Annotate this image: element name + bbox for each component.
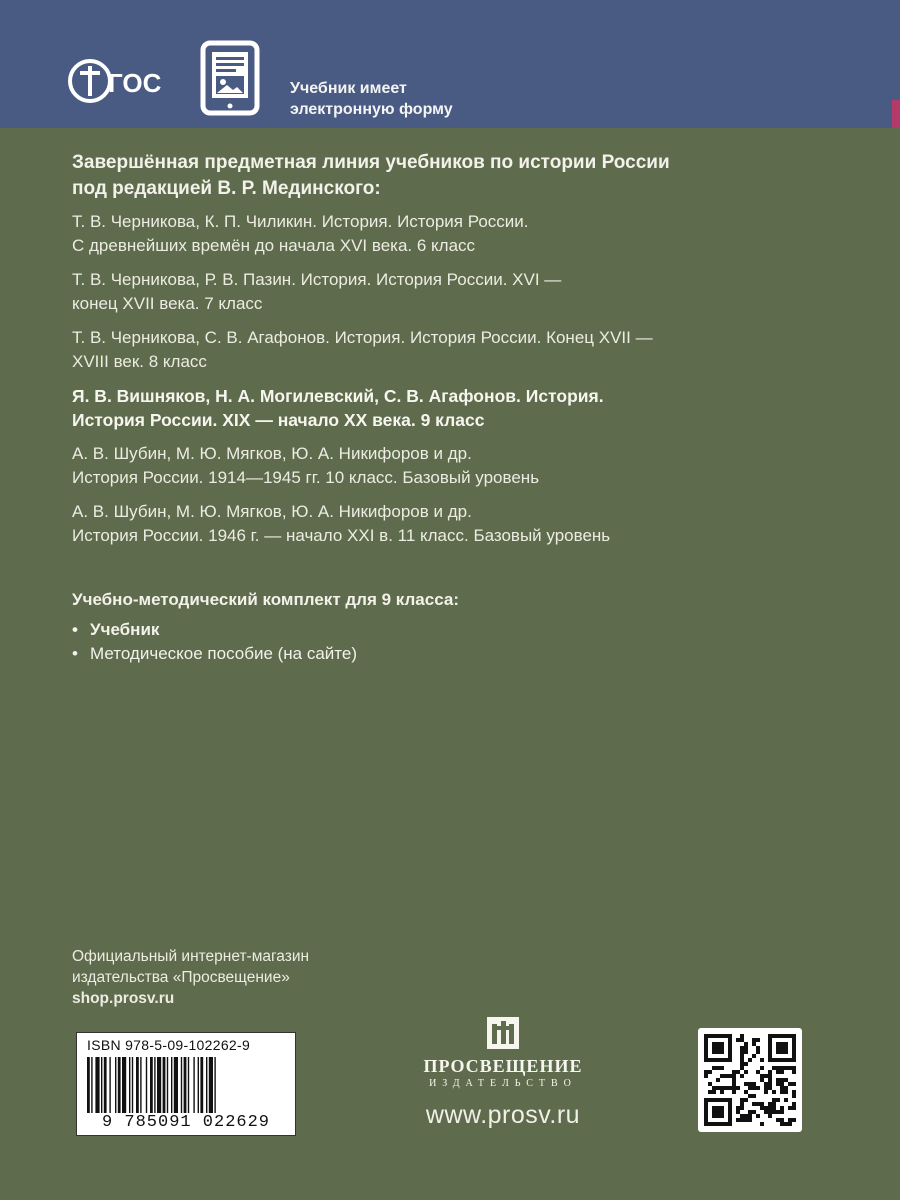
qr-module — [740, 1054, 744, 1058]
qr-module — [744, 1114, 748, 1118]
qr-module — [724, 1074, 728, 1078]
qr-module — [776, 1082, 780, 1086]
qr-module — [760, 1066, 764, 1070]
book-line: История России. 1946 г. — начало XXI в. 11 класс. Базовый уровень — [72, 526, 611, 545]
book-grade-7 — [72, 268, 852, 316]
barcode-bar — [150, 1057, 153, 1113]
qr-module — [784, 1090, 788, 1094]
qr-module — [756, 1114, 760, 1118]
qr-module — [736, 1070, 740, 1074]
barcode-bar — [188, 1057, 189, 1113]
shop-info — [72, 946, 309, 1009]
qr-module — [768, 1074, 772, 1078]
barcode-bar — [184, 1057, 187, 1113]
book-grade-8 — [72, 326, 852, 374]
qr-module — [744, 1070, 748, 1074]
qr-module — [756, 1046, 760, 1050]
book-line: Я. В. Вишняков, Н. А. Могилевский, С. В. Агафонов. История. — [72, 386, 604, 406]
qr-module — [732, 1090, 736, 1094]
qr-module — [740, 1058, 744, 1062]
kit-list — [72, 618, 852, 666]
qr-module — [712, 1106, 724, 1118]
qr-module — [784, 1098, 788, 1102]
qr-module — [708, 1070, 712, 1074]
qr-module — [752, 1038, 756, 1042]
fgos-logo-text: ГОС — [108, 68, 162, 98]
qr-module — [776, 1098, 780, 1102]
qr-module — [744, 1082, 748, 1086]
qr-module — [788, 1082, 792, 1086]
qr-module — [792, 1106, 796, 1110]
qr-module — [740, 1098, 744, 1102]
qr-module — [784, 1078, 788, 1082]
qr-module — [752, 1102, 756, 1106]
barcode-bar — [171, 1057, 172, 1113]
book-line: Т. В. Черникова, К. П. Чиликин. История. История России. — [72, 212, 529, 231]
qr-module — [768, 1082, 772, 1086]
isbn-barcode — [76, 1032, 296, 1136]
qr-module — [732, 1082, 736, 1086]
qr-module — [760, 1122, 764, 1126]
qr-module — [708, 1082, 712, 1086]
qr-module — [740, 1106, 744, 1110]
qr-module — [756, 1086, 760, 1090]
qr-module — [744, 1090, 748, 1094]
qr-module — [788, 1106, 792, 1110]
qr-module — [780, 1078, 784, 1082]
barcode-bar — [200, 1057, 203, 1113]
qr-module — [756, 1038, 760, 1042]
qr-module — [744, 1098, 748, 1102]
qr-module — [716, 1066, 720, 1070]
qr-module — [772, 1098, 776, 1102]
qr-module — [740, 1062, 744, 1066]
qr-module — [724, 1086, 728, 1090]
qr-module — [780, 1106, 784, 1110]
qr-module — [772, 1090, 776, 1094]
barcode-bar — [104, 1057, 107, 1113]
book-grade-10 — [72, 442, 852, 490]
publisher-subtitle: ИЗДАТЕЛЬСТВО — [429, 1078, 577, 1089]
publisher-name: ПРОСВЕЩЕНИЕ — [423, 1056, 583, 1076]
qr-module — [768, 1106, 772, 1110]
qr-module — [712, 1090, 716, 1094]
qr-module — [784, 1122, 788, 1126]
qr-module — [792, 1070, 796, 1074]
barcode-bars — [87, 1057, 285, 1113]
qr-module — [744, 1062, 748, 1066]
barcode-bar — [174, 1057, 178, 1113]
barcode-bar — [122, 1057, 126, 1113]
qr-module — [764, 1082, 768, 1086]
book-line: А. В. Шубин, М. Ю. Мягков, Ю. А. Никифоров и др. — [72, 444, 472, 463]
qr-module — [704, 1070, 708, 1074]
book-line: История России. XIX — начало XX века. 9 класс — [72, 410, 485, 430]
qr-module — [704, 1074, 708, 1078]
qr-module — [760, 1058, 764, 1062]
barcode-bar — [101, 1057, 102, 1113]
barcode-bar — [193, 1057, 194, 1113]
qr-module — [772, 1110, 776, 1114]
qr-module — [744, 1118, 748, 1122]
shop-line2: издательства «Просвещение» — [72, 969, 290, 986]
barcode-bar — [206, 1057, 207, 1113]
qr-module — [752, 1082, 756, 1086]
qr-module — [760, 1106, 764, 1110]
qr-module — [772, 1106, 776, 1110]
ean-number: 9 785091 022629 — [101, 1113, 271, 1132]
qr-module — [712, 1066, 716, 1070]
qr-code[interactable] — [698, 1028, 802, 1132]
barcode-bar — [115, 1057, 116, 1113]
qr-module — [748, 1086, 752, 1090]
qr-module — [792, 1082, 796, 1086]
qr-module — [740, 1034, 744, 1038]
qr-module — [776, 1066, 780, 1070]
book-grade-11 — [72, 500, 852, 548]
qr-module — [784, 1066, 788, 1070]
qr-module — [740, 1102, 744, 1106]
qr-module — [732, 1078, 736, 1082]
qr-module — [768, 1078, 772, 1082]
tablet-icon — [200, 40, 260, 116]
qr-module — [748, 1110, 752, 1114]
barcode-bar — [181, 1057, 182, 1113]
barcode-bar — [209, 1057, 213, 1113]
kit-item-methodical-guide: • Методическое пособие (на сайте) — [72, 642, 852, 666]
series-heading — [72, 150, 852, 202]
qr-module — [756, 1102, 760, 1106]
qr-module — [752, 1054, 756, 1058]
qr-module — [752, 1086, 756, 1090]
qr-module — [768, 1086, 772, 1090]
qr-module — [740, 1066, 744, 1070]
main-content — [72, 150, 852, 666]
barcode-bar — [118, 1057, 121, 1113]
barcode-bar — [167, 1057, 168, 1113]
qr-module — [744, 1042, 748, 1046]
qr-module — [732, 1086, 736, 1090]
qr-module — [792, 1066, 796, 1070]
qr-module — [708, 1090, 712, 1094]
qr-module — [764, 1106, 768, 1110]
shop-url-link[interactable]: shop.prosv.ru — [72, 990, 175, 1007]
kit-item-textbook: • Учебник — [72, 618, 852, 642]
qr-module — [788, 1122, 792, 1126]
eform-line2: электронную форму — [290, 101, 453, 118]
qr-module — [764, 1110, 768, 1114]
qr-module — [752, 1094, 756, 1098]
barcode-bar — [95, 1057, 99, 1113]
qr-module — [772, 1102, 776, 1106]
qr-module — [764, 1074, 768, 1078]
qr-module — [736, 1106, 740, 1110]
qr-module — [748, 1082, 752, 1086]
series-heading-line2: под редакцией В. Р. Мединского: — [72, 178, 381, 199]
qr-module — [780, 1086, 784, 1090]
qr-module — [776, 1042, 788, 1054]
eform-notice — [290, 78, 453, 120]
qr-module — [780, 1070, 784, 1074]
qr-module — [752, 1042, 756, 1046]
qr-module — [768, 1102, 772, 1106]
qr-module — [736, 1086, 740, 1090]
qr-module — [780, 1110, 784, 1114]
qr-module — [764, 1090, 768, 1094]
qr-module — [720, 1086, 724, 1090]
qr-module — [780, 1066, 784, 1070]
barcode-bar — [214, 1057, 215, 1113]
qr-module — [728, 1074, 732, 1078]
book-grade-9-current — [72, 384, 852, 432]
barcode-bar — [198, 1057, 199, 1113]
qr-module — [748, 1058, 752, 1062]
book-line: Т. В. Черникова, Р. В. Пазин. История. История России. XVI — — [72, 270, 562, 289]
series-heading-line1: Завершённая предметная линия учебников по истории России — [72, 152, 670, 173]
barcode-bar — [157, 1057, 161, 1113]
qr-module — [784, 1086, 788, 1090]
qr-module — [776, 1118, 780, 1122]
barcode-bar — [140, 1057, 141, 1113]
qr-module — [780, 1122, 784, 1126]
qr-module — [760, 1102, 764, 1106]
book-line: История России. 1914—1945 гг. 10 класс. Базовый уровень — [72, 468, 540, 487]
qr-module — [780, 1118, 784, 1122]
barcode-bar — [91, 1057, 92, 1113]
barcode-bar — [129, 1057, 130, 1113]
qr-module — [768, 1110, 772, 1114]
qr-module — [740, 1046, 744, 1050]
qr-module — [764, 1086, 768, 1090]
qr-module — [712, 1086, 716, 1090]
qr-module — [792, 1118, 796, 1122]
kit-heading: Учебно-методический комплект для 9 класса: — [72, 590, 459, 609]
qr-module — [740, 1038, 744, 1042]
qr-module — [768, 1070, 772, 1074]
publisher-logo-icon — [486, 1016, 520, 1050]
qr-module — [756, 1050, 760, 1054]
qr-module — [732, 1074, 736, 1078]
qr-module — [780, 1082, 784, 1086]
qr-module — [720, 1074, 724, 1078]
qr-module — [740, 1074, 744, 1078]
book-line: С древнейших времён до начала XVI века. 6 класс — [72, 236, 476, 255]
qr-module — [772, 1066, 776, 1070]
qr-module — [720, 1066, 724, 1070]
qr-module — [792, 1090, 796, 1094]
barcode-bar — [109, 1057, 110, 1113]
qr-module — [736, 1118, 740, 1122]
qr-module — [748, 1118, 752, 1122]
isbn-text: ISBN 978-5-09-102262-9 — [87, 1037, 251, 1053]
barcode-bar — [154, 1057, 155, 1113]
book-grade-6 — [72, 210, 852, 258]
qr-module — [752, 1110, 756, 1114]
barcode-bar — [87, 1057, 90, 1113]
qr-module — [728, 1086, 732, 1090]
qr-module — [748, 1114, 752, 1118]
qr-module — [760, 1074, 764, 1078]
qr-module — [720, 1090, 724, 1094]
barcode-bar — [146, 1057, 147, 1113]
qr-module — [744, 1046, 748, 1050]
qr-module — [788, 1066, 792, 1070]
qr-module — [776, 1070, 780, 1074]
eform-line1: Учебник имеет — [290, 80, 407, 97]
qr-module — [716, 1078, 720, 1082]
fgos-logo — [66, 56, 166, 106]
book-line: А. В. Шубин, М. Ю. Мягков, Ю. А. Никифоров и др. — [72, 502, 472, 521]
barcode-bar — [136, 1057, 139, 1113]
qr-module — [732, 1070, 736, 1074]
qr-module — [740, 1050, 744, 1054]
publisher-block — [396, 1016, 610, 1130]
book-line: XVIII век. 8 класс — [72, 352, 207, 371]
qr-code-pattern — [704, 1034, 796, 1126]
qr-module — [780, 1090, 784, 1094]
top-accent-stripe — [892, 100, 900, 128]
qr-module — [748, 1094, 752, 1098]
qr-module — [776, 1110, 780, 1114]
qr-module — [716, 1086, 720, 1090]
qr-module — [788, 1118, 792, 1122]
qr-module — [776, 1078, 780, 1082]
book-line: конец XVII века. 7 класс — [72, 294, 263, 313]
qr-module — [756, 1070, 760, 1074]
qr-module — [792, 1094, 796, 1098]
shop-line1: Официальный интернет-магазин — [72, 948, 310, 965]
qr-module — [768, 1114, 772, 1118]
qr-module — [736, 1038, 740, 1042]
publisher-url-link[interactable]: www.prosv.ru — [425, 1101, 581, 1129]
qr-module — [712, 1042, 724, 1054]
qr-module — [736, 1110, 740, 1114]
barcode-bar — [132, 1057, 133, 1113]
qr-module — [792, 1102, 796, 1106]
qr-module — [744, 1050, 748, 1054]
qr-module — [740, 1114, 744, 1118]
book-line: Т. В. Черникова, С. В. Агафонов. История. История России. Конец XVII — — [72, 328, 653, 347]
qr-module — [760, 1078, 764, 1082]
barcode-bar — [163, 1057, 166, 1113]
qr-module — [740, 1118, 744, 1122]
